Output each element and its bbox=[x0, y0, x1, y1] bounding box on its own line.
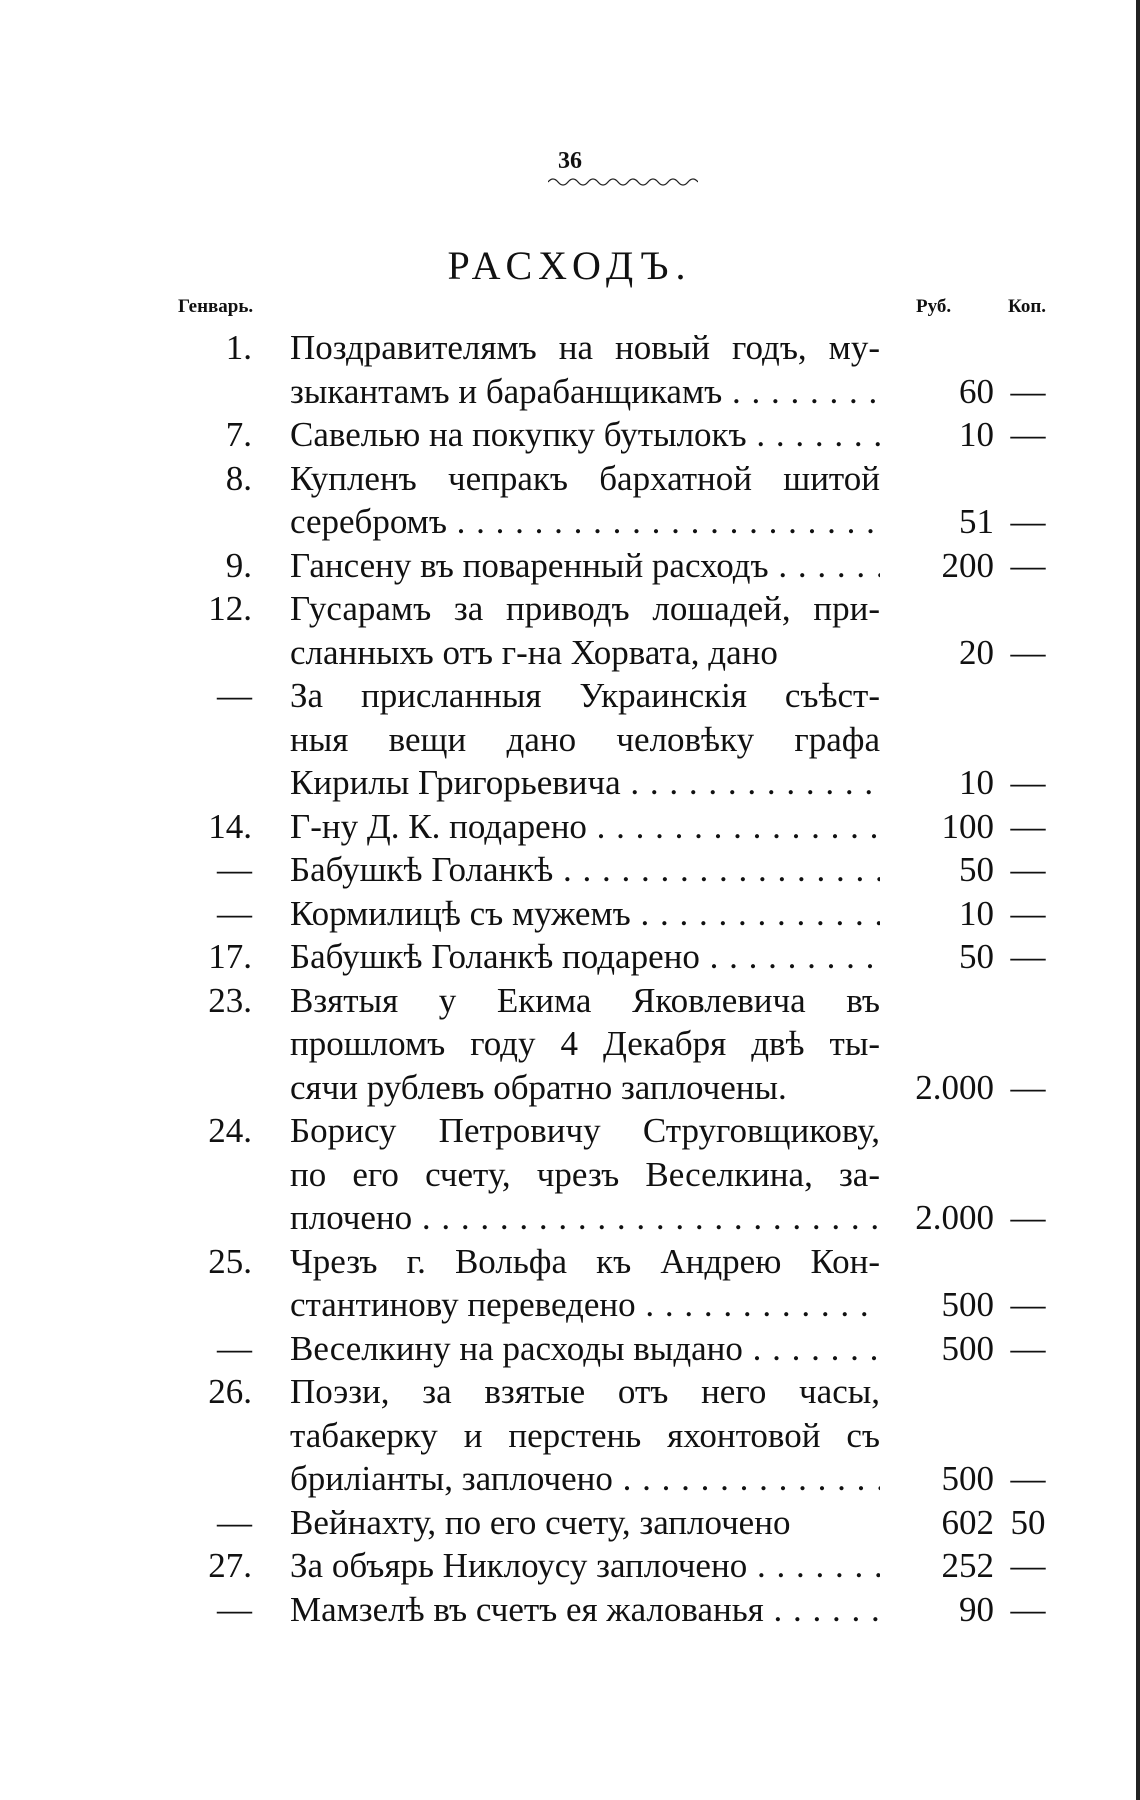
entry-text: Борису Петровичу Струговщикову, bbox=[290, 1111, 880, 1150]
entry-line bbox=[0, 1414, 1140, 1458]
entry-date: — bbox=[217, 1328, 252, 1368]
entry-rubles: 50 bbox=[959, 937, 994, 976]
entry-line bbox=[0, 979, 1140, 1023]
expense-entry bbox=[0, 848, 1140, 892]
expense-entry bbox=[0, 1544, 1140, 1588]
entry-line bbox=[0, 370, 1140, 414]
entry-rubles: 60 bbox=[959, 371, 994, 411]
entry-rubles: 20 bbox=[959, 632, 994, 672]
entry-text: табакерку и перстень яхонтовой съ bbox=[290, 1415, 880, 1455]
entry-kopecks: — bbox=[1010, 371, 1046, 411]
expense-entry bbox=[0, 892, 1140, 936]
entry-date: — bbox=[217, 850, 252, 889]
entry-line bbox=[0, 587, 1140, 631]
entry-rubles: 500 bbox=[941, 1285, 994, 1324]
entry-kopecks: — bbox=[1010, 415, 1046, 454]
entry-line bbox=[0, 1457, 1140, 1501]
entry-date: 7. bbox=[225, 415, 252, 454]
expense-entry bbox=[0, 935, 1140, 979]
month-label: Генварь. bbox=[178, 296, 254, 317]
entry-line bbox=[0, 1544, 1140, 1588]
expense-entry bbox=[0, 1501, 1140, 1545]
expense-entry bbox=[0, 587, 1140, 674]
entry-line bbox=[0, 1153, 1140, 1197]
entry-line bbox=[0, 935, 1140, 979]
entry-date: 8. bbox=[225, 458, 252, 498]
entry-text: Чрезъ г. Вольфа къ Андрею Кон- bbox=[290, 1241, 880, 1281]
entry-text: Бабушкѣ Голанкѣ . . . bbox=[290, 848, 880, 892]
entry-date: — bbox=[217, 893, 252, 933]
entry-text: Кормилицѣ съ мужемъ . . . bbox=[290, 892, 880, 936]
page-edge-line bbox=[1136, 0, 1140, 1800]
entry-kopecks: — bbox=[1010, 545, 1046, 585]
expense-entry bbox=[0, 979, 1140, 1110]
entry-kopecks: 50 bbox=[1010, 1502, 1046, 1542]
expense-entry bbox=[0, 805, 1140, 849]
entry-line bbox=[0, 1283, 1140, 1327]
entry-text: стантинову переведено . . . bbox=[290, 1283, 880, 1327]
entry-line bbox=[0, 457, 1140, 501]
entry-line bbox=[0, 1066, 1140, 1110]
expense-entry bbox=[0, 413, 1140, 457]
entry-text: бриліанты, заплочено . . . bbox=[290, 1457, 880, 1501]
entry-line bbox=[0, 718, 1140, 762]
entry-rubles: 2.000 bbox=[915, 1067, 994, 1107]
entry-line bbox=[0, 674, 1140, 718]
entry-date: 12. bbox=[208, 589, 252, 628]
entry-date: 14. bbox=[208, 806, 252, 846]
page-number: 36 bbox=[558, 148, 582, 174]
entry-date: 9. bbox=[225, 545, 252, 585]
expense-entry bbox=[0, 1240, 1140, 1327]
entry-date: 24. bbox=[208, 1111, 252, 1150]
entry-kopecks: — bbox=[1010, 1285, 1046, 1324]
entry-text: За объярь Никлоусу заплочено . . . bbox=[290, 1544, 880, 1588]
expense-entry bbox=[0, 457, 1140, 544]
entry-kopecks: — bbox=[1010, 1067, 1046, 1107]
entry-rubles: 500 bbox=[941, 1328, 994, 1368]
entry-text: Поздравителямъ на новый годъ, му- bbox=[290, 328, 880, 367]
entry-text: Бабушкѣ Голанкѣ подарено . . . bbox=[290, 935, 880, 979]
entry-line bbox=[0, 326, 1140, 370]
entry-text: Г-ну Д. К. подарено . . . bbox=[290, 805, 880, 849]
entry-text: Кирилы Григорьевича . . . bbox=[290, 761, 880, 805]
entry-text: Купленъ чепракъ бархатной шитой bbox=[290, 458, 880, 498]
entry-line bbox=[0, 1240, 1140, 1284]
entry-text: сячи рублевъ обратно заплочены. bbox=[290, 1067, 787, 1107]
entry-rubles: 100 bbox=[941, 806, 994, 846]
entry-date: 25. bbox=[208, 1241, 252, 1281]
entry-rubles: 10 bbox=[959, 763, 994, 802]
entry-rubles: 10 bbox=[959, 893, 994, 933]
entry-rubles: 200 bbox=[941, 545, 994, 585]
entry-kopecks: — bbox=[1010, 850, 1046, 889]
entry-text: За присланныя Украинскія съѣст- bbox=[290, 676, 880, 715]
entry-kopecks: — bbox=[1010, 1589, 1046, 1629]
entry-rubles: 2.000 bbox=[915, 1198, 994, 1237]
entry-date: 23. bbox=[208, 980, 252, 1020]
entry-text: Мамзелѣ въ счетъ ея жалованья . . . bbox=[290, 1588, 880, 1632]
entry-kopecks: — bbox=[1010, 502, 1046, 541]
entry-rubles: 51 bbox=[959, 502, 994, 541]
entry-line bbox=[0, 500, 1140, 544]
expense-entry bbox=[0, 1588, 1140, 1632]
entry-date: — bbox=[217, 1589, 252, 1629]
entry-line bbox=[0, 892, 1140, 936]
entry-kopecks: — bbox=[1010, 1198, 1046, 1237]
entry-text: ныя вещи дано человѣку графа bbox=[290, 719, 880, 759]
entry-date: 17. bbox=[208, 937, 252, 976]
entry-date: 27. bbox=[208, 1546, 252, 1585]
entry-line bbox=[0, 1327, 1140, 1371]
expense-entry bbox=[0, 326, 1140, 413]
entry-text: по его счету, чрезъ Веселкина, за- bbox=[290, 1154, 880, 1194]
entry-rubles: 10 bbox=[959, 415, 994, 454]
entry-kopecks: — bbox=[1010, 937, 1046, 976]
entry-kopecks: — bbox=[1010, 806, 1046, 846]
wavy-divider-ornament bbox=[548, 176, 698, 188]
entry-date: — bbox=[217, 676, 252, 715]
entry-rubles: 500 bbox=[941, 1459, 994, 1498]
expense-entry bbox=[0, 544, 1140, 588]
entry-text: Вейнахту, по его счету, заплочено bbox=[290, 1502, 791, 1542]
entry-text: Гансену въ поваренный расходъ . . . bbox=[290, 544, 880, 588]
expense-entry bbox=[0, 1327, 1140, 1371]
entry-text: Поэзи, за взятые отъ него часы, bbox=[290, 1372, 880, 1411]
entry-text: плочено . . . bbox=[290, 1196, 880, 1240]
entry-text: зыкантамъ и барабанщикамъ . . . bbox=[290, 370, 880, 414]
entry-text: прошломъ году 4 Декабря двѣ ты- bbox=[290, 1024, 880, 1063]
entry-rubles: 90 bbox=[959, 1589, 994, 1629]
expense-entry bbox=[0, 674, 1140, 805]
entry-kopecks: — bbox=[1010, 632, 1046, 672]
entry-line bbox=[0, 1196, 1140, 1240]
entry-text: Гусарамъ за приводъ лошадей, при- bbox=[290, 589, 880, 628]
section-heading: РАСХОДЪ. bbox=[447, 243, 693, 288]
entry-rubles: 50 bbox=[959, 850, 994, 889]
entry-kopecks: — bbox=[1010, 1328, 1046, 1368]
entry-line bbox=[0, 1370, 1140, 1414]
entry-text: сланныхъ отъ г-на Хорвата, дано bbox=[290, 632, 778, 672]
entry-text: Савелью на покупку бутылокъ . . . bbox=[290, 413, 880, 457]
expense-entry bbox=[0, 1370, 1140, 1501]
entry-text: Взятыя у Екима Яковлевича въ bbox=[290, 980, 880, 1020]
entry-date: 1. bbox=[225, 328, 252, 367]
entry-line bbox=[0, 761, 1140, 805]
entry-kopecks: — bbox=[1010, 1459, 1046, 1498]
entry-kopecks: — bbox=[1010, 1546, 1046, 1585]
entry-line bbox=[0, 805, 1140, 849]
entry-date: — bbox=[217, 1502, 252, 1542]
entry-rubles: 252 bbox=[941, 1546, 994, 1585]
entry-line bbox=[0, 544, 1140, 588]
entry-text: Веселкину на расходы выдано . . . bbox=[290, 1327, 880, 1371]
rubles-column-header: Руб. bbox=[916, 296, 952, 317]
entry-line bbox=[0, 631, 1140, 675]
entry-date: 26. bbox=[208, 1372, 252, 1411]
entry-kopecks: — bbox=[1010, 763, 1046, 802]
entry-text: серебромъ . . . bbox=[290, 500, 880, 544]
entry-line bbox=[0, 848, 1140, 892]
expense-entry bbox=[0, 1109, 1140, 1240]
entry-line bbox=[0, 1501, 1140, 1545]
entry-rubles: 602 bbox=[941, 1502, 994, 1542]
entry-line bbox=[0, 1588, 1140, 1632]
expense-list bbox=[0, 326, 1140, 1631]
kopecks-column-header: Коп. bbox=[1008, 296, 1047, 317]
entry-line bbox=[0, 1109, 1140, 1153]
entry-line bbox=[0, 413, 1140, 457]
entry-kopecks: — bbox=[1010, 893, 1046, 933]
entry-line bbox=[0, 1022, 1140, 1066]
